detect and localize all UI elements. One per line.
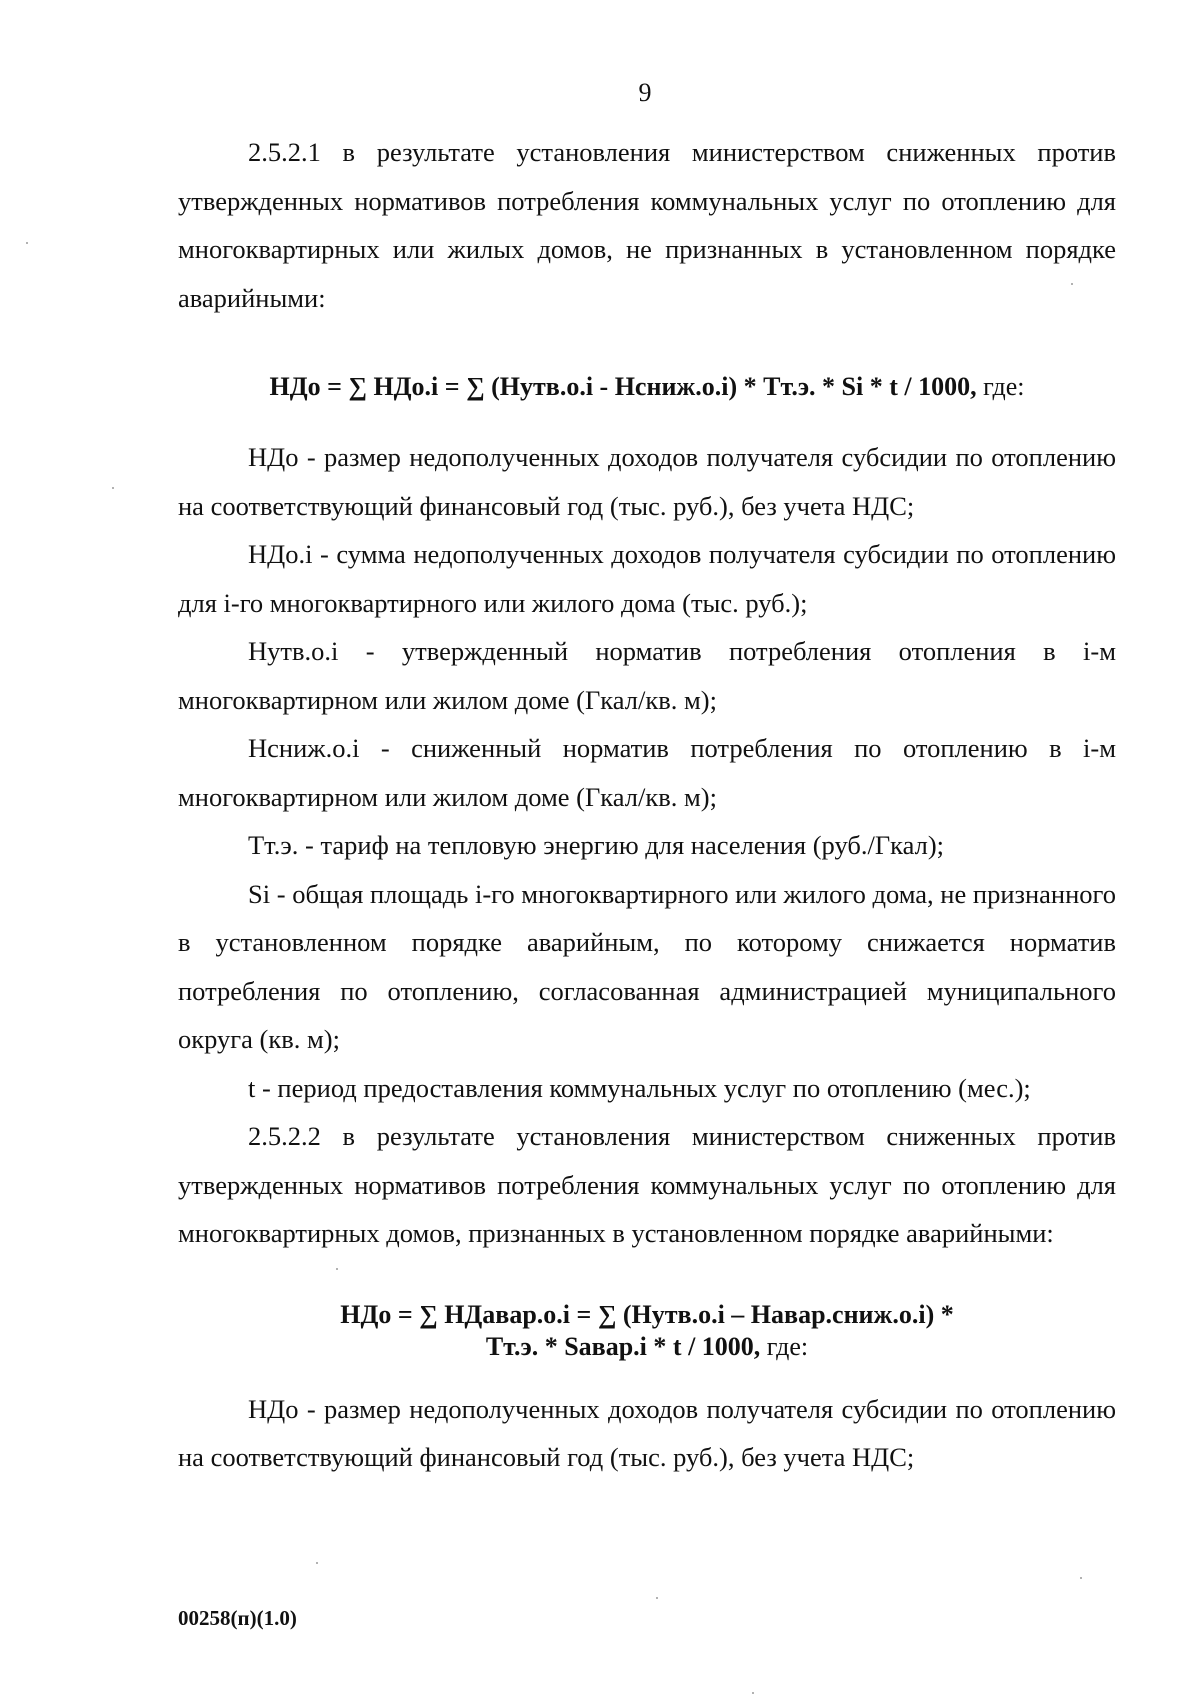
scan-speck [336,1268,338,1270]
scan-speck [656,1597,658,1599]
section-2-5-2-2-intro: 2.5.2.2 в результате установления министерством сниженных против утвержденных нормативов потребления коммунальных услуг по отоплению для многоквартирных домов, признанных в установленном порядке аварийными: [178,1121,1116,1248]
definition-si: Si - общая площадь i-го многоквартирного или жилого дома, не признанного в установленном порядке аварийным, по которому снижается норматив потребления по отоплению, согласованная администрацией муниципального округа (кв. м); [178,878,1116,1054]
formula-1 [178,363,1116,411]
scan-speck [752,1692,754,1694]
document-body [178,128,1116,1482]
definition-ndo-2: НДо - размер недополученных доходов получателя субсидии по отоплению на соответствующий финансовый год (тыс. руб.), без учета НДС; [178,1393,1116,1472]
formula-2-where: где: [760,1331,809,1361]
document-code: 00258(п)(1.0) [178,1606,297,1630]
formula-2-line-1: НДо = ∑ НДавар.о.i = ∑ (Нутв.о.i – Навар.сниж.о.i) * [340,1299,954,1329]
formula-1-expression: НДо = ∑ НДо.i = ∑ (Нутв.о.i - Нсниж.о.i) * Тт.э. * Si * t / 1000, [269,372,977,401]
definition-ndo: НДо - размер недополученных доходов получателя субсидии по отоплению на соответствующий финансовый год (тыс. руб.), без учета НДС; [178,442,1116,521]
scan-speck [26,242,28,244]
section-2-5-2-1-intro: 2.5.2.1 в результате установления министерством сниженных против утвержденных нормативов потребления коммунальных услуг по отоплению для многоквартирных или жилых домов, не признанных в установленном порядке аварийными: [178,137,1116,313]
formula-1-where: где: [976,372,1025,401]
scan-speck [112,487,114,489]
definition-nutv-o-i: Нутв.о.i - утвержденный норматив потребления отопления в i-м многоквартирном или жилом доме (Гкал/кв. м); [178,636,1116,715]
definition-t: t - период предоставления коммунальных услуг по отоплению (мес.); [248,1072,1031,1103]
definition-tt-e: Тт.э. - тариф на тепловую энергию для населения (руб./Гкал); [248,830,945,860]
formula-2-line-2: Тт.э. * Sавар.i * t / 1000, [485,1331,761,1361]
formula-2 [178,1299,1116,1363]
scan-speck [316,1562,318,1564]
definition-nsnizh-o-i: Нсниж.о.i - сниженный норматив потребления по отоплению в i-м многоквартирном или жилом доме (Гкал/кв. м); [178,733,1116,812]
scan-speck [1071,283,1073,285]
definition-ndo-i: НДо.i - сумма недополученных доходов получателя субсидии по отоплению для i-го многоквартирного или жилого дома (тыс. руб.); [178,539,1116,618]
scan-speck [1080,1577,1082,1579]
page-number: 9 [638,78,652,107]
